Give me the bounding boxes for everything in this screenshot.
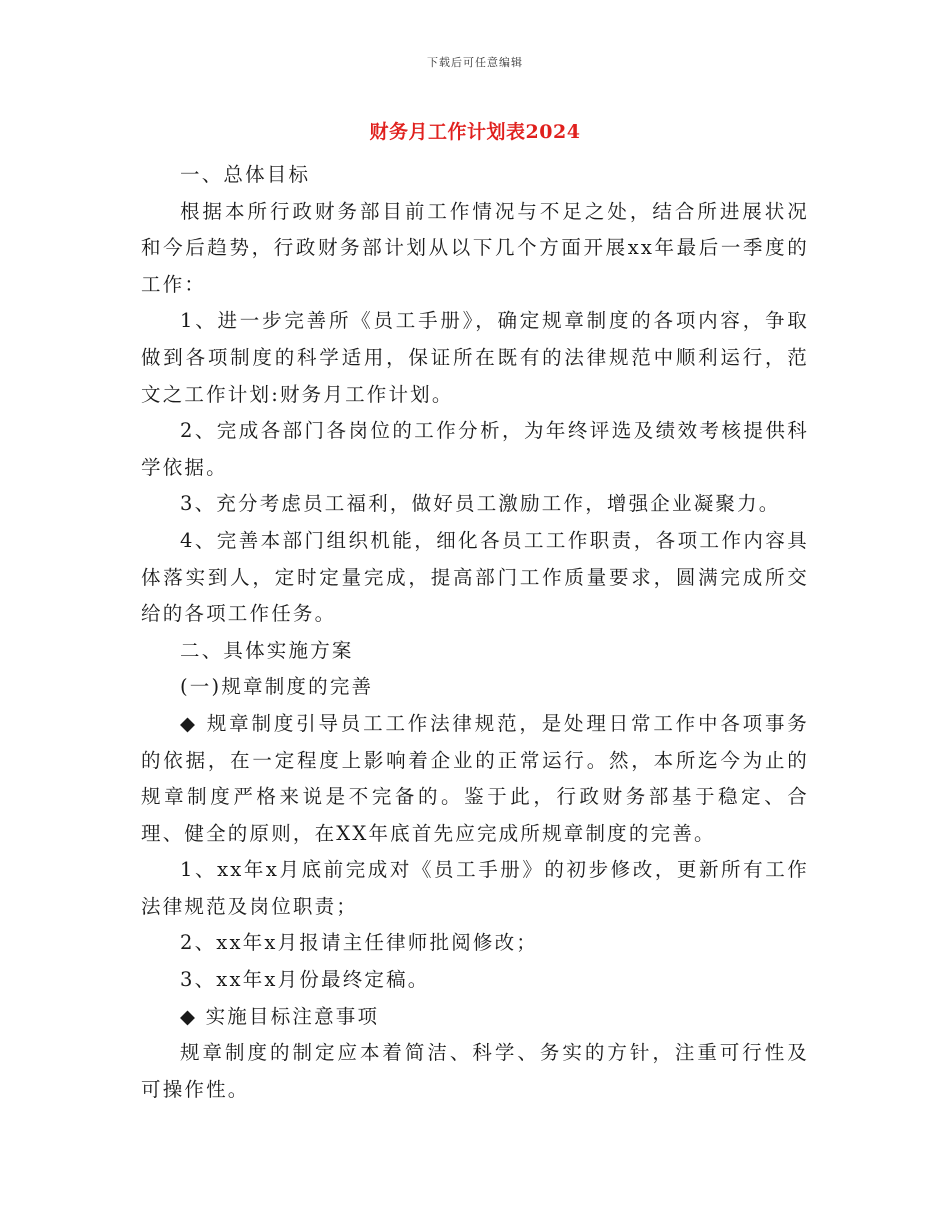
paragraph-item-4: 4、完善本部门组织机能，细化各员工工作职责，各项工作内容具体落实到人，定时定量完成，提高部门工作质量要求，圆满完成所交给的各项工作任务。 (141, 528, 809, 626)
paragraph-bullet-notes: ◆ 实施目标注意事项 (180, 1004, 380, 1028)
paragraph-step-1: 1、xx年x月底前完成对《员工手册》的初步修改，更新所有工作法律规范及岗位职责； (141, 858, 809, 918)
paragraph-step-2: 2、xx年x月报请主任律师批阅修改； (180, 931, 538, 955)
paragraph-item-2: 2、完成各部门各岗位的工作分析，为年终评选及绩效考核提供科学依据。 (141, 419, 809, 479)
document-title: 财务月工作计划表2024 (369, 121, 581, 143)
document-body (141, 157, 809, 1108)
paragraph-intro: 根据本所行政财务部目前工作情况与不足之处，结合所进展状况和今后趋势，行政财务部计划从以下几个方面开展xx年最后一季度的工作： (141, 199, 809, 296)
section-heading-overall-goals: 一、总体目标 (180, 163, 311, 186)
paragraph-closing: 规章制度的制定应本着简洁、科学、务实的方针，注重可行性及可操作性。 (141, 1041, 809, 1101)
paragraph-step-3: 3、xx年x月份最终定稿。 (180, 968, 430, 992)
header-note: 下载后可任意编辑 (427, 56, 523, 69)
paragraph-item-1: 1、进一步完善所《员工手册》，确定规章制度的各项内容，争取做到各项制度的科学适用，保证所在既有的法律规范中顺利运行，范文之工作计划:财务月工作计划。 (141, 309, 809, 406)
section-heading-implementation: 二、具体实施方案 (180, 638, 354, 662)
subsection-heading-regulations: (一)规章制度的完善 (180, 675, 374, 699)
paragraph-bullet-regulations: ◆ 规章制度引导员工工作法律规范，是处理日常工作中各项事务的依据，在一定程度上影响着企业的正常运行。然，本所迄今为止的规章制度严格来说是不完备的。鉴于此，行政财务部基于稳定、合理、健全的原则，在XX年底首先应完成所规章制度的完善。 (141, 711, 809, 845)
paragraph-item-3: 3、充分考虑员工福利，做好员工激励工作，增强企业凝聚力。 (180, 492, 781, 516)
